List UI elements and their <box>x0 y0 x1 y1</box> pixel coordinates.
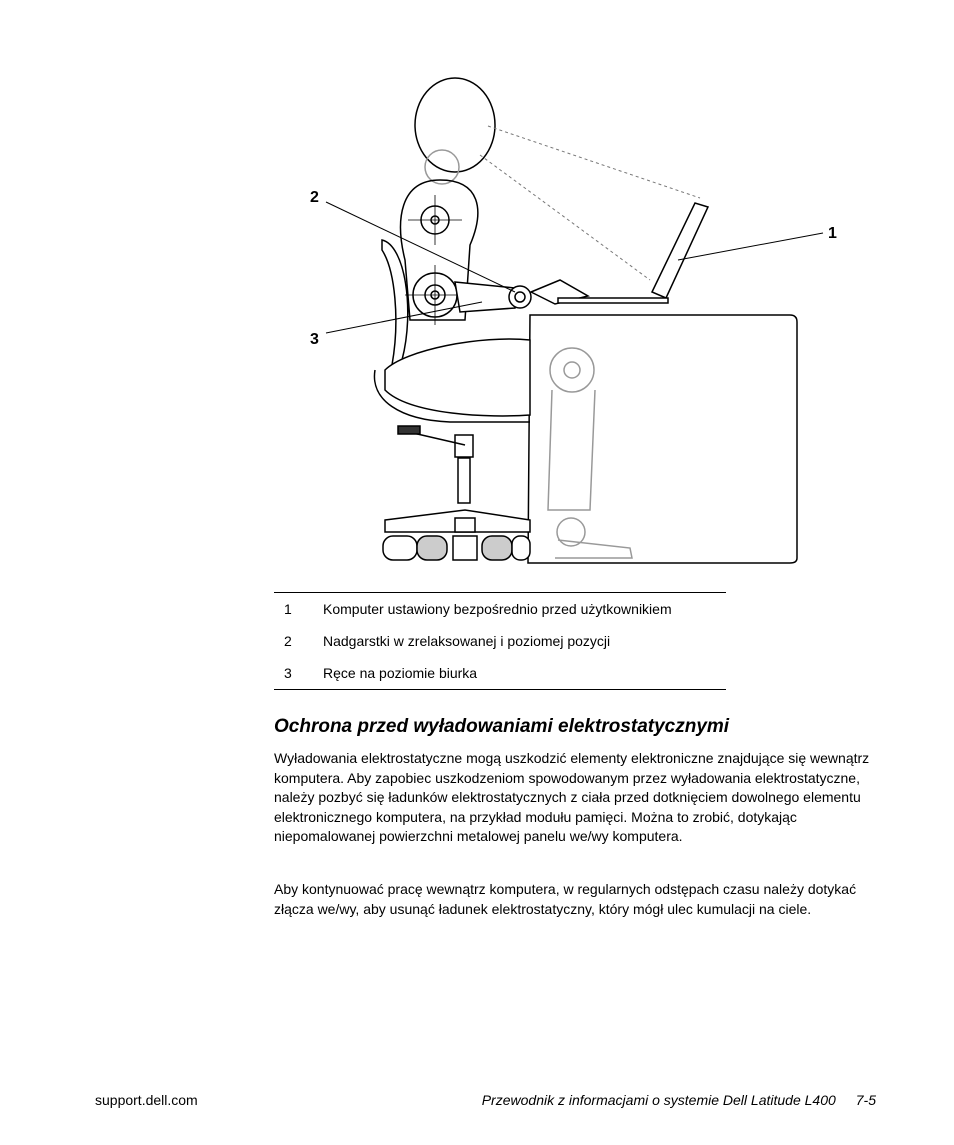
section-heading: Ochrona przed wyładowaniami elektrostatycznymi <box>274 716 730 737</box>
desk <box>528 315 797 563</box>
chair-seat <box>385 339 530 416</box>
callout-2: 2 <box>310 189 319 206</box>
figure-forearm <box>455 282 515 312</box>
ergonomics-illustration <box>290 70 850 580</box>
callout-3: 3 <box>310 331 319 348</box>
paragraph-esd-intro: Wyładowania elektrostatyczne mogą uszkodzić elementy elektroniczne znajdujące się wewnątrz komputera. Aby zapobiec uszkodzeniom spowodowanym przez wyładowania elektrostatyczne, należy pozbyć się ładunków elektrostatycznych z ciała przed dotknięciem dowolnego elementu elektronicznego komputera, na przykład modułu pamięci. Można to zrobić, dotykając niepomalowanej powierzchni metalowej panelu we/wy komputera. <box>274 750 870 844</box>
laptop <box>652 203 708 298</box>
callout-1: 1 <box>828 225 837 242</box>
legend-number: 2 <box>284 633 292 649</box>
legend-text: Nadgarstki w zrelaksowanej i poziomej pozycji <box>323 633 611 649</box>
legend-row <box>274 593 726 625</box>
legend-row <box>274 625 726 657</box>
footer-site: support.dell.com <box>95 1092 198 1108</box>
legend-number: 3 <box>284 665 292 681</box>
chair-back <box>382 240 408 365</box>
legend-number: 1 <box>284 601 292 617</box>
footer-guide-title: Przewodnik z informacjami o systemie Dell Latitude L400 <box>481 1092 836 1108</box>
footer-guide <box>482 1092 876 1108</box>
paragraph-esd-continue: Aby kontynuować pracę wewnątrz komputera, w regularnych odstępach czasu należy dotykać złącza we/wy, aby usunąć ładunek elektrostatyczny, który mógł ulec kumulacji na ciele. <box>274 881 857 917</box>
legend-text: Ręce na poziomie biurka <box>323 665 478 681</box>
figure-legend-table <box>274 592 726 690</box>
legend-text: Komputer ustawiony bezpośrednio przed użytkownikiem <box>323 601 672 617</box>
legend-row <box>274 657 726 689</box>
footer-page-number: 7-5 <box>855 1092 876 1108</box>
